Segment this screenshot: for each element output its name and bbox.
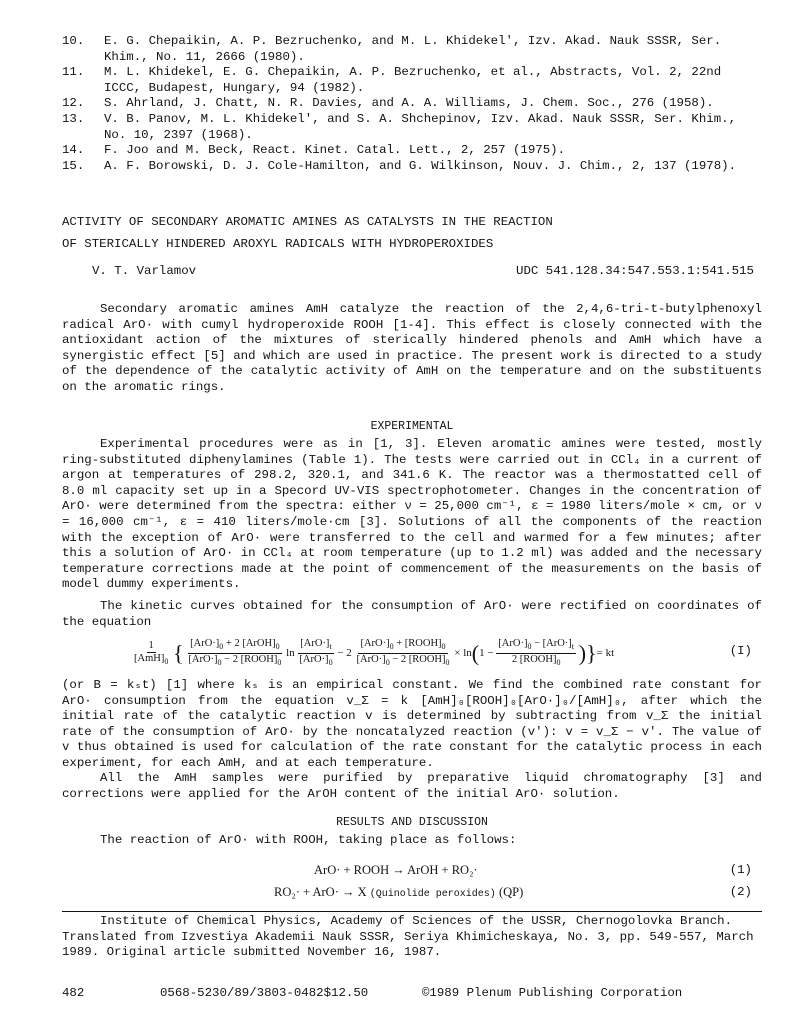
reaction-2-equation — [274, 885, 523, 903]
article-title — [62, 211, 762, 255]
section-heading-experimental: EXPERIMENTAL — [370, 420, 454, 433]
equation-body: $\frac{1}{[AmH]_0}$ { $\frac{[ArO\cdot]_0 + 2 [ArOH]_0}{[ArO\cdot]_0 - 2 [ROOH]_0}$ ln $\frac{[ArO\cdot]_t}{[ArO\cdot]_0}$ − 2 $\frac{[ArO\cdot]_0 + [ROOH]_0}{[ArO\cdot]_0 - 2 [ROOH]_0}$ × ln(1 − $\frac{[ArO\cdot]_0 - [ArO\cdot]_t}{2 [ROOH]_0}$ )}= kt — [134, 638, 615, 667]
reference-item — [62, 96, 762, 112]
experimental-paragraph-1 — [62, 437, 762, 593]
copyright: ©1989 Plenum Publishing Corporation — [422, 986, 683, 1000]
experimental-paragraph-2 — [62, 599, 762, 630]
results-text-1: The reaction of ArO· with ROOH, taking place as follows: — [100, 833, 517, 847]
footnote-divider — [62, 911, 762, 912]
reference-item — [62, 143, 762, 159]
experimental-text-4: All the AmH samples were purified by preparative liquid chromatography [3] and corrections were applied for the ArOH content of the initial ArO· solution. — [62, 771, 762, 801]
author-name: V. T. Varlamov — [92, 264, 197, 278]
reference-item — [62, 159, 762, 175]
reference-number: 13. — [62, 111, 85, 126]
reaction-2-left: RO₂· + ArO· → X — [274, 885, 367, 899]
equation-I — [62, 636, 762, 676]
reference-number: 10. — [62, 34, 85, 48]
reference-text: M. L. Khidekel, E. G. Chepaikin, A. P. Bezruchenko, et al., Abstracts, Vol. 2, 22nd ICCC, Budapest, Hungary, 94 (1982). — [104, 65, 722, 95]
results-paragraph-1 — [62, 833, 762, 849]
reference-number: 12. — [62, 96, 85, 111]
reference-number: 14. — [62, 143, 85, 158]
equation-number: (I) — [729, 644, 752, 658]
page-number: 482 — [62, 986, 85, 1000]
reaction-2-label: (Quinolide peroxides) — [369, 889, 496, 900]
experimental-text-3: (or B = kₛt) [1] where kₛ is an empirical constant. We find the combined rate constant for ArO· consumption from the equation v_Σ = k [AmH]₀[ROOH]₀[ArO·]₀/[AmH]₀, after which the initial rate of the catalytic reaction v is determined by subtracting from v_Σ the initial rate of the consumption of ArO· by the noncatalyzed reaction (v'): v = v_Σ − v'. The value of v thus obtained is used for calculation of the rate constant for the catalytic process in each experiment, for each AmH, and at each temperature. — [62, 678, 762, 770]
reference-item — [62, 65, 762, 96]
reference-number: 15. — [62, 158, 85, 173]
reference-text: V. B. Panov, M. L. Khidekel', and S. A. Shchepinov, Izv. Akad. Nauk SSSR, Ser. Khim., No. 10, 2397 (1968). — [104, 111, 737, 142]
title-line-2: OF STERICALLY HINDERED AROXYL RADICALS WITH HYDROPEROXIDES — [62, 237, 494, 251]
reference-text: F. Joo and M. Beck, React. Kinet. Catal. Lett., 2, 257 (1975). — [104, 143, 566, 158]
udc-code: UDC 541.128.34:547.553.1:541.515 — [516, 264, 754, 278]
reference-text: A. F. Borowski, D. J. Cole-Hamilton, and G. Wilkinson, Nouv. J. Chim., 2, 137 (1978). — [104, 158, 737, 173]
reference-number: 11. — [62, 65, 85, 80]
reaction-1-number: (1) — [729, 863, 752, 877]
reference-text: S. Ahrland, J. Chatt, N. R. Davies, and A. A. Williams, J. Chem. Soc., 276 (1958). — [104, 96, 714, 111]
reaction-2-number: (2) — [729, 885, 752, 899]
reaction-2-abbr: (QP) — [498, 885, 524, 899]
reference-text: E. G. Chepaikin, A. P. Bezruchenko, and M. L. Khidekel', Izv. Akad. Nauk SSSR, Ser. Khim., No. 11, 2666 (1980). — [104, 34, 722, 64]
footnote — [62, 914, 762, 961]
issn-code: 0568-5230/89/3803-0482$12.50 — [160, 986, 369, 1000]
intro-paragraph — [62, 302, 762, 396]
title-line-1: ACTIVITY OF SECONDARY AROMATIC AMINES AS CATALYSTS IN THE REACTION — [62, 215, 553, 229]
reaction-1-equation: ArO· + ROOH → ArOH + RO₂· — [314, 863, 478, 877]
section-heading-results: RESULTS AND DISCUSSION — [336, 816, 488, 829]
experimental-paragraph-4 — [62, 771, 762, 802]
reference-list — [62, 34, 762, 174]
experimental-paragraph-3 — [62, 678, 762, 772]
intro-text: Secondary aromatic amines AmH catalyze the reaction of the 2,4,6-tri-t-butylphenoxyl radical ArO· with cumyl hydroperoxide ROOH [1-4]. This effect is closely connected with the antioxidant action of the mixtures of sterically hindered phenols and AmH which have a synergistic effect [5] and which are used in practice. The present work is directed to a study of the dependence of the catalytic activity of AmH on the temperature and on the substituents on the aromatic rings. — [62, 302, 762, 394]
author-row — [92, 264, 754, 280]
experimental-text-1: Experimental procedures were as in [1, 3]. Eleven aromatic amines were tested, mostly ring-substituted diphenylamines (Table 1). The tests were carried out in CCl₄ in a current of argon at temperatures of 298.2, 320.1, and 341.6 K. The reactor was a thermostatted cell of 8.0 ml capacity set up in a Specord UV-VIS spectrophotometer. Changes in the concentration of ArO· were determined from the spectra: either ν = 25,000 cm⁻¹, ε = 1980 liters/mole × cm, or ν = 16,000 cm⁻¹, ε = 410 liters/mole·cm [3]. Solutions of all the components of the reaction with the exception of ArO· were transferred to the cell and warmed for a few minutes; after this a solution of ArO· in CCl₄ at room temperature (up to 1.2 ml) was added and the necessary temperature corrections made at the point of commencement of the measurements on the basis of model dummy experiments. — [62, 437, 762, 592]
reference-item — [62, 112, 762, 143]
footnote-text: Institute of Chemical Physics, Academy of Sciences of the USSR, Chernogolovka Branch. Translated from Izvestiya Akademii Nauk SSSR, Seriya Khimicheskaya, No. 3, pp. 549-557, March 1989. Original article submitted November 16, 1987. — [62, 914, 754, 960]
reference-item — [62, 34, 762, 65]
experimental-text-2: The kinetic curves obtained for the consumption of ArO· were rectified on coordinates of the equation — [62, 599, 762, 629]
